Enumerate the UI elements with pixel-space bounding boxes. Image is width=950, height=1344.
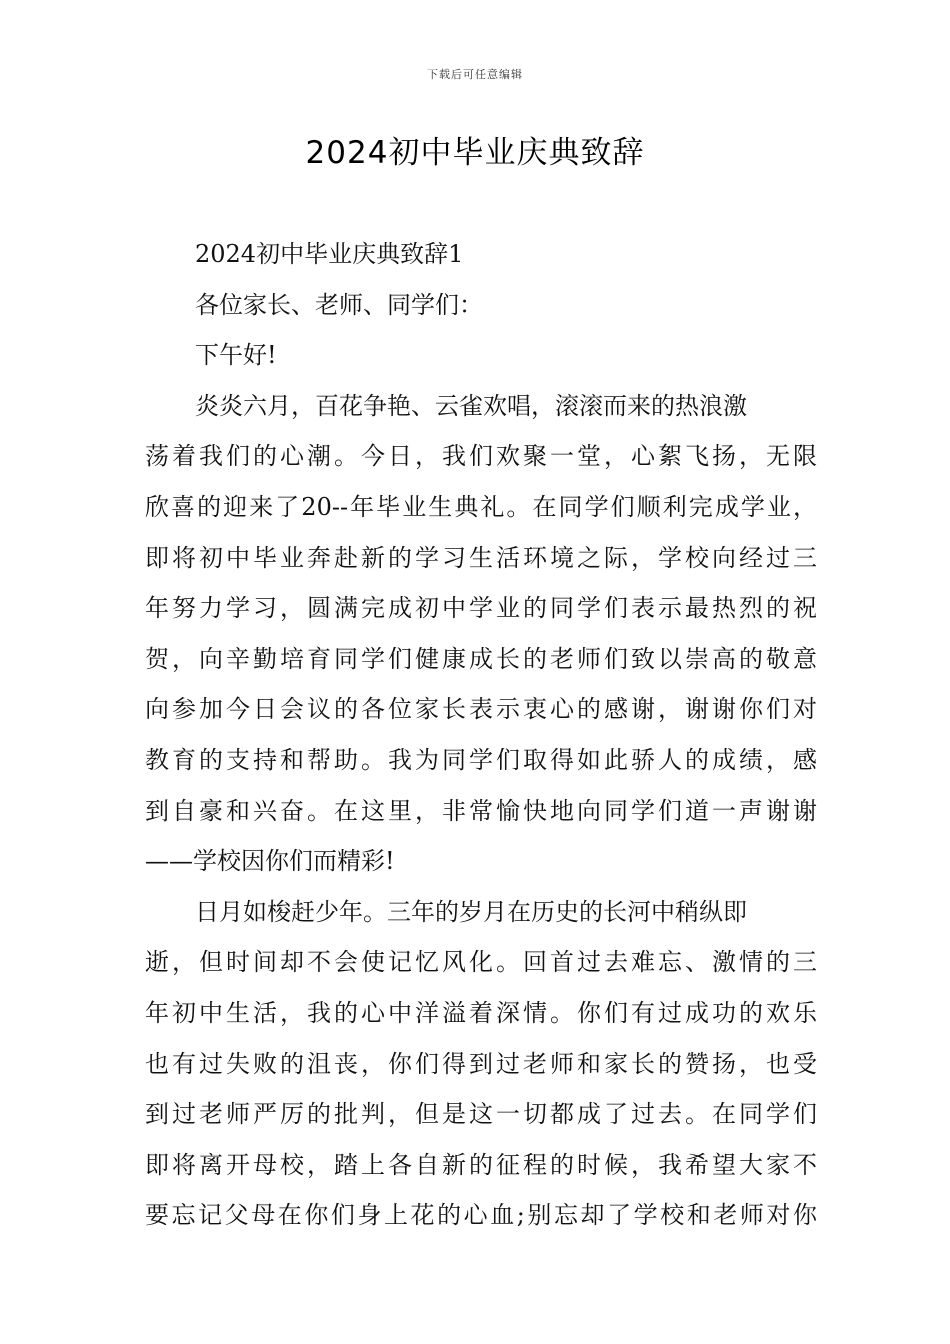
header-note: 下载后可任意编辑 <box>427 68 523 81</box>
paragraph-line: 年努力学习，圆满完成初中学业的同学们表示最热烈的祝 <box>145 594 817 623</box>
paragraph-line: 即将离开母校，踏上各自新的征程的时候，我希望大家不 <box>145 1150 817 1179</box>
document-body <box>145 229 817 1241</box>
paragraph-line: 即将初中毕业奔赴新的学习生活环境之际，学校向经过三 <box>145 543 817 572</box>
paragraph-2 <box>145 887 817 1241</box>
subheading-text: 2024初中毕业庆典致辞1 <box>195 240 464 268</box>
paragraph-line: 日月如梭赶少年。三年的岁月在历史的长河中稍纵即 <box>195 897 747 926</box>
paragraph-line: 欣喜的迎来了20--年毕业生典礼。在同学们顺利完成学业， <box>145 492 817 521</box>
greeting <box>145 330 817 381</box>
paragraph-line: 到过老师严厉的批判，但是这一切都成了过去。在同学们 <box>145 1100 817 1129</box>
paragraph-line: 荡着我们的心潮。今日，我们欢聚一堂，心絮飞扬，无限 <box>145 442 817 471</box>
salutation-text: 各位家长、老师、同学们： <box>195 290 483 319</box>
paragraph-1 <box>145 381 817 887</box>
paragraph-line: 也有过失败的沮丧，你们得到过老师和家长的赞扬，也受 <box>145 1049 817 1078</box>
paragraph-line: 要忘记父母在你们身上花的心血;别忘却了学校和老师对你 <box>145 1201 817 1230</box>
paragraph-line: 向参加今日会议的各位家长表示衷心的感谢，谢谢你们对 <box>145 695 817 724</box>
subheading <box>145 229 817 280</box>
paragraph-line: 逝，但时间却不会使记忆风化。回首过去难忘、激情的三 <box>145 948 817 977</box>
paragraph-line: 炎炎六月，百花争艳、云雀欢唱，滚滚而来的热浪激 <box>195 391 747 420</box>
greeting-text: 下午好! <box>195 341 277 370</box>
salutation <box>145 280 817 331</box>
paragraph-line: 教育的支持和帮助。我为同学们取得如此骄人的成绩，感 <box>145 745 817 774</box>
paragraph-line: 贺，向辛勤培育同学们健康成长的老师们致以崇高的敬意 <box>145 644 817 673</box>
document-title: 2024初中毕业庆典致辞 <box>305 135 645 171</box>
paragraph-line: 年初中生活，我的心中洋溢着深情。你们有过成功的欢乐 <box>145 998 817 1027</box>
paragraph-line: ——学校因你们而精彩! <box>145 847 395 876</box>
paragraph-line: 到自豪和兴奋。在这里，非常愉快地向同学们道一声谢谢 <box>145 796 817 825</box>
